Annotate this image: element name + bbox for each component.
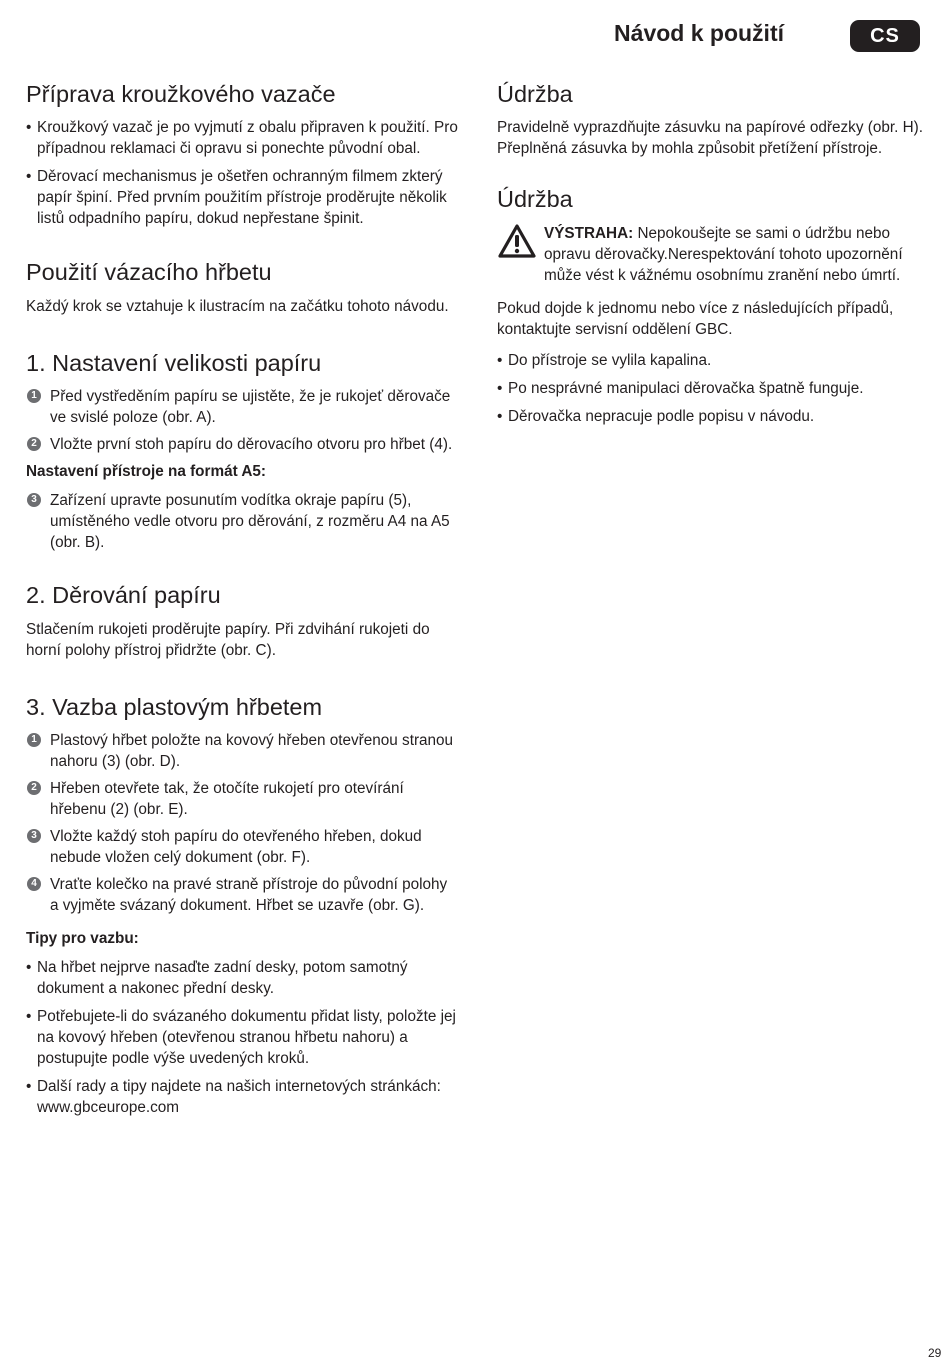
step-text: Plastový hřbet položte na kovový hřeben otevřenou stranou nahoru (3) (obr. D).	[50, 731, 454, 770]
list-item: • Další rady a tipy najdete na našich internetových stránkách: www.gbceurope.com	[26, 1076, 458, 1118]
step-number-badge: 2	[27, 437, 41, 451]
numbered-step	[26, 434, 458, 455]
step-text: Vložte každý stoh papíru do otevřeného hřeben, dokud nebude vložen celý dokument (obr. F).	[50, 827, 422, 866]
numbered-step	[26, 826, 458, 868]
numbered-step	[26, 778, 458, 820]
list-item: • Po nesprávné manipulaci děrovačka špatně funguje.	[497, 378, 925, 399]
section-heading-step1: 1. Nastavení velikosti papíru	[26, 349, 322, 376]
step-text: Před vystředěním papíru se ujistěte, že je rukojeť děrovače ve svislé poloze (obr. A).	[50, 388, 451, 427]
maintenance-text: Pravidelně vyprazdňujte zásuvku na papírové odřezky (obr. H). Přeplněná zásuvka by mohla způsobit přetížení přístroje.	[497, 119, 923, 158]
list-item: • Kroužkový vazač je po vyjmutí z obalu připraven k použití. Pro případnou reklamaci či opravu si ponechte původní obal.	[26, 117, 458, 159]
section-heading-step3: 3. Vazba plastovým hřbetem	[26, 693, 323, 720]
step-number-badge: 4	[27, 877, 41, 891]
list-item: • Děrovací mechanismus je ošetřen ochranným filmem zkterý papír špiní. Před prvním použitím přístroje proděrujte několik listů odpadního papíru, dokud nepřestane špinit.	[26, 166, 458, 229]
step-text: Vraťte kolečko na pravé straně přístroje do původní polohy a vyjměte svázaný dokument. Hřbet se uzavře (obr. G).	[50, 875, 448, 914]
step-text: Zařízení upravte posunutím vodítka okraje papíru (5), umístěného vedle otvoru pro děrování, z rozměru A4 na A5 (obr. B).	[50, 492, 450, 552]
list-item: • Děrovačka nepracuje podle popisu v návodu.	[497, 406, 925, 427]
step2-text: Stlačením rukojeti proděrujte papíry. Při zdvihání rukojeti do horní polohy přístroj přidržte (obr. C).	[26, 620, 430, 659]
page-number: 29	[928, 1346, 942, 1360]
document-title: Návod k použití	[614, 20, 784, 46]
left-column	[26, 80, 458, 1125]
right-column	[497, 80, 925, 434]
list-item: • Potřebujete-li do svázaného dokumentu přidat listy, položte jej na kovový hřeben (otevřenou stranou hřbetu nahoru) a postupujte podle výše uvedených kroků.	[26, 1006, 458, 1069]
step-number-badge: 3	[27, 829, 41, 843]
numbered-step	[26, 874, 458, 916]
usage-text: Každý krok se vztahuje k ilustracím na začátku tohoto návodu.	[26, 297, 449, 315]
warning-label: VÝSTRAHA:	[544, 224, 634, 242]
numbered-step	[26, 386, 458, 428]
subheading-a5: Nastavení přístroje na formát A5:	[26, 463, 266, 481]
language-badge: CS	[850, 20, 920, 52]
numbered-step	[26, 730, 458, 772]
service-text: Pokud dojde k jednomu nebo více z následujících případů, kontaktujte servisní oddělení GBC.	[497, 299, 894, 338]
warning-icon	[497, 223, 537, 259]
step-number-badge: 2	[27, 781, 41, 795]
section-heading-preparation: Příprava kroužkového vazače	[26, 81, 336, 107]
section-heading-maintenance-2: Údržba	[497, 186, 573, 213]
step-number-badge: 1	[27, 389, 41, 403]
warning-text: Nepokoušejte se sami o údržbu nebo opravu děrovačky.Nerespektování tohoto upozornění může vést k vážnému osobnímu zranění nebo úmrtí.	[544, 224, 903, 284]
numbered-step	[26, 490, 458, 553]
step-number-badge: 3	[27, 493, 41, 507]
section-heading-usage: Použití vázacího hřbetu	[26, 259, 272, 286]
list-item: • Do přístroje se vylila kapalina.	[497, 350, 925, 371]
step-text: Hřeben otevřete tak, že otočíte rukojetí pro otevírání hřebenu (2) (obr. E).	[50, 779, 404, 818]
subheading-tips: Tipy pro vazbu:	[26, 929, 139, 947]
step-number-badge: 1	[27, 733, 41, 747]
section-heading-maintenance: Údržba	[497, 81, 573, 107]
section-heading-step2: 2. Děrování papíru	[26, 582, 221, 609]
warning-block	[497, 223, 925, 286]
step-text: Vložte první stoh papíru do děrovacího otvoru pro hřbet (4).	[50, 436, 453, 454]
list-item: • Na hřbet nejprve nasaďte zadní desky, potom samotný dokument a nakonec přední desky.	[26, 957, 458, 999]
